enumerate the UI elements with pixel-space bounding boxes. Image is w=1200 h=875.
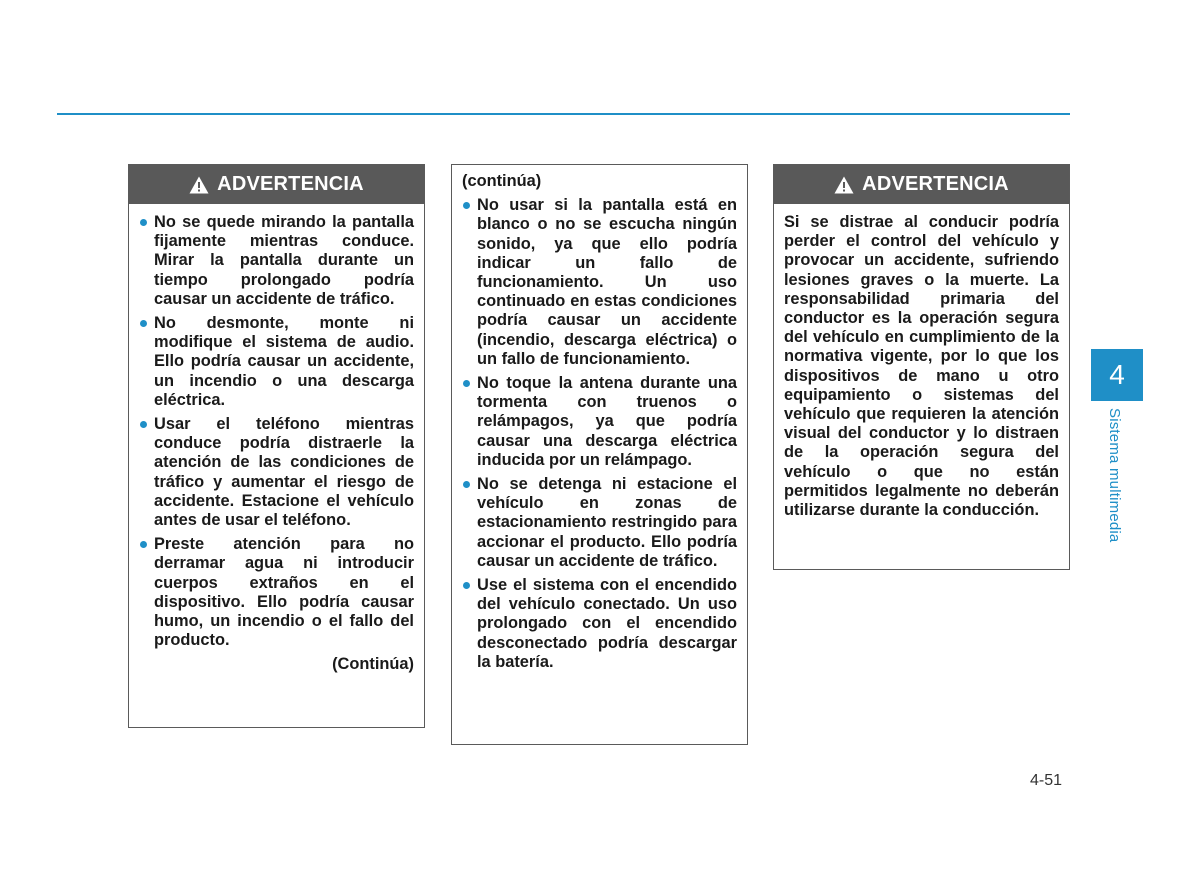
warning-box-middle	[451, 164, 748, 745]
list-item: No se detenga ni estacione el vehículo en zonas de estacionamiento restringido para accionar el producto. Ello podría causar un accidente de tráfico.	[462, 475, 737, 571]
list-item: No toque la antena durante una tormenta con truenos o relámpagos, ya que podría causar una descarga eléctrica inducida por un relámpago.	[462, 374, 737, 470]
warning-header	[129, 165, 424, 204]
warning-box-left	[128, 164, 425, 728]
warning-triangle-icon	[834, 176, 854, 194]
warning-title: ADVERTENCIA	[217, 173, 364, 195]
warning-title: ADVERTENCIA	[862, 173, 1009, 195]
list-item: Usar el teléfono mientras conduce podría distraerle la atención de las condiciones de tráfico y aumentar el riesgo de accidente. Estacione el vehículo antes de usar el teléfono.	[139, 415, 414, 530]
continued-label: (Continúa)	[332, 655, 414, 674]
warning-list	[139, 213, 414, 650]
list-item: No se quede mirando la pantalla fijamente mientras conduce. Mirar la pantalla durante un tiempo prolongado podría causar un accidente de tráfico.	[139, 213, 414, 309]
warning-list	[462, 196, 737, 672]
list-item: No desmonte, monte ni modifique el sistema de audio. Ello podría causar un accidente, un incendio o una descarga eléctrica.	[139, 314, 414, 410]
list-item: Preste atención para no derramar agua ni introducir cuerpos extraños en el dispositivo. Ello podría causar humo, un incendio o el fallo del producto.	[139, 535, 414, 650]
list-item: No usar si la pantalla está en blanco o no se escucha ningún sonido, ya que ello podría indicar un fallo de funcionamiento. Un uso continuado en estas condiciones podría causar un accidente (incendio, descarga eléctrica) o un fallo de funcionamiento.	[462, 196, 737, 369]
chapter-tab: 4	[1091, 349, 1143, 401]
chapter-title: Sistema multimedia	[1106, 408, 1123, 543]
page-number: 4-51	[1030, 772, 1063, 789]
list-item: Use el sistema con el encendido del vehículo conectado. Un uso prolongado con el encendido desconectado podría descargar la batería.	[462, 576, 737, 672]
warning-header	[774, 165, 1069, 204]
continued-label: (continúa)	[462, 172, 542, 190]
warning-content	[129, 204, 424, 675]
warning-box-right	[773, 164, 1070, 570]
warning-paragraph: Si se distrae al conducir podría perder el control del vehículo y provocar un accidente, sufriendo lesiones graves o la muerte. La responsabilidad primaria del conductor es la operación segura del vehículo en cumplimiento de la normativa vigente, por lo que los dispositivos de mano u otro equipamiento o sistemas del vehículo que requieren la atención visual del conductor y lo distraen de la operación segura del vehículo o que no están permitidos legalmente no deberán utilizarse durante la conducción.	[784, 213, 1059, 520]
warning-triangle-icon	[189, 176, 209, 194]
header-rule	[57, 113, 1070, 115]
warning-content	[452, 165, 747, 672]
